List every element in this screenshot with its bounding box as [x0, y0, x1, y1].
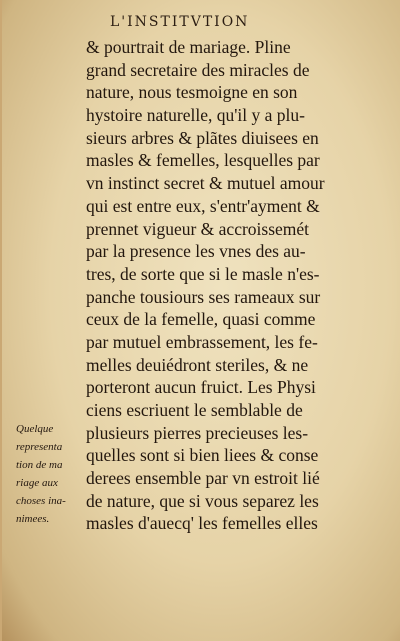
body-line: grand secretaire des miracles de — [86, 59, 310, 80]
body-line: ciens escriuent le semblable de — [86, 400, 303, 420]
margin-note-line: Quelque — [16, 423, 54, 435]
margin-note-line: riage aux — [16, 477, 58, 489]
body-line: par mutuel embrassement, les fe- — [86, 331, 318, 352]
body-line: sieurs arbres & plãtes diuisees en — [86, 127, 319, 148]
body-line: qui est entre eux, s'entr'ayment & — [86, 195, 320, 216]
body-line: hystoire naturelle, qu'il y a plu- — [86, 105, 305, 126]
body-text — [86, 36, 384, 535]
body-line: masles & femelles, lesquelles par — [86, 150, 320, 171]
margin-note-line: tion de ma — [16, 459, 63, 471]
body-line: masles d'auecq' les femelles elles — [86, 513, 318, 534]
body-line: quelles sont si bien liees & conse — [86, 445, 319, 466]
margin-note-line: choses ina- — [16, 495, 66, 507]
body-line: & pourtrait de mariage. Pline — [86, 37, 291, 57]
body-line: nature, nous tesmoigne en son — [86, 82, 298, 103]
body-line: plusieurs pierres precieuses les- — [86, 422, 309, 443]
body-line: panche tousiours ses rameaux sur — [86, 286, 321, 307]
margin-note-line: representa — [16, 441, 63, 453]
margin-note — [16, 420, 88, 528]
body-line: vn instinct secret & mutuel amour — [86, 173, 325, 194]
body-line: prennet vigueur & accroissemét — [86, 218, 310, 239]
body-line: melles deuiédront steriles, & ne — [86, 354, 309, 375]
body-line: tres, de sorte que si le masle n'es- — [86, 263, 320, 284]
running-head: L'INSTITVTION — [110, 14, 250, 30]
body-line: ceux de la femelle, quasi comme — [86, 309, 316, 330]
margin-note-line: nimees. — [16, 513, 50, 525]
body-line: de nature, que si vous separez les — [86, 490, 319, 511]
body-line: derees ensemble par vn estroit lié — [86, 468, 320, 489]
body-line: porteront aucun fruict. Les Physi — [86, 377, 316, 398]
body-line: par la presence les vnes des au- — [86, 241, 306, 262]
